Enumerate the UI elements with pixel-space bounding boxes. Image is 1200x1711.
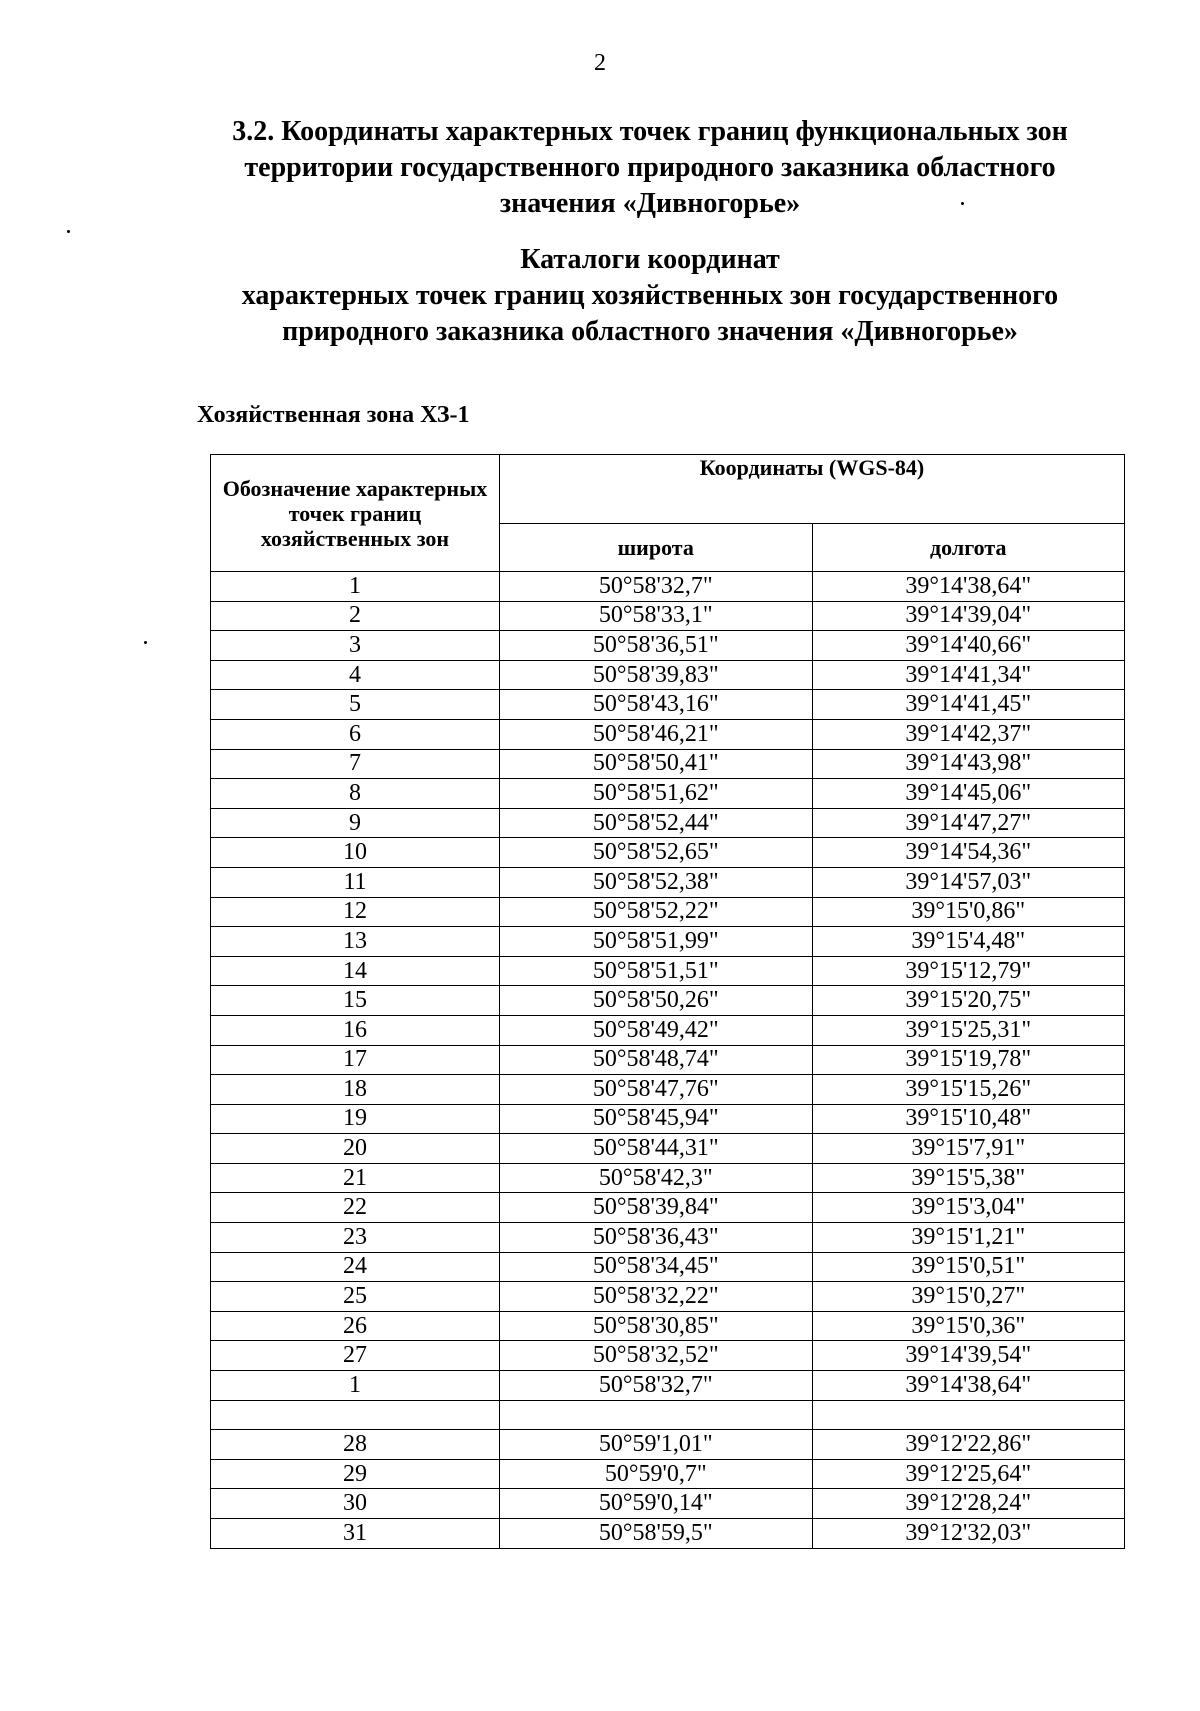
cell-longitude: 39°15'20,75" xyxy=(812,986,1125,1016)
cell-latitude: 50°58'45,94" xyxy=(500,1104,813,1134)
cell-longitude xyxy=(812,1400,1125,1430)
catalog-heading-line: характерных точек границ хозяйственных зон государственного xyxy=(241,280,1059,311)
cell-point: 23 xyxy=(211,1223,500,1253)
coordinates-table xyxy=(210,454,1125,1549)
cell-latitude: 50°58'50,26" xyxy=(500,986,813,1016)
table-row xyxy=(211,779,1125,809)
cell-latitude: 50°58'42,3" xyxy=(500,1163,813,1193)
header-coordinates: Координаты (WGS-84) xyxy=(500,455,1125,524)
cell-point: 12 xyxy=(211,897,500,927)
cell-latitude: 50°58'51,51" xyxy=(500,956,813,986)
cell-longitude: 39°14'45,06" xyxy=(812,779,1125,809)
cell-point: 17 xyxy=(211,1045,500,1075)
cell-longitude: 39°14'40,66" xyxy=(812,631,1125,661)
table-row xyxy=(211,1311,1125,1341)
cell-longitude: 39°15'3,04" xyxy=(812,1193,1125,1223)
cell-longitude: 39°15'7,91" xyxy=(812,1134,1125,1164)
cell-longitude: 39°14'42,37" xyxy=(812,719,1125,749)
cell-point: 6 xyxy=(211,719,500,749)
cell-point: 22 xyxy=(211,1193,500,1223)
cell-point: 11 xyxy=(211,867,500,897)
zone-title: Хозяйственная зона ХЗ-1 xyxy=(197,402,470,428)
cell-point: 31 xyxy=(211,1519,500,1549)
catalog-heading-line: Каталоги координат xyxy=(520,244,780,275)
cell-longitude: 39°14'43,98" xyxy=(812,749,1125,779)
cell-longitude: 39°12'32,03" xyxy=(812,1519,1125,1549)
cell-point: 30 xyxy=(211,1489,500,1519)
cell-point: 29 xyxy=(211,1459,500,1489)
table-row xyxy=(211,749,1125,779)
table-row xyxy=(211,1252,1125,1282)
cell-point: 3 xyxy=(211,631,500,661)
table-row xyxy=(211,660,1125,690)
table-row xyxy=(211,808,1125,838)
cell-longitude: 39°12'28,24" xyxy=(812,1489,1125,1519)
cell-latitude: 50°59'1,01" xyxy=(500,1430,813,1460)
cell-point: 5 xyxy=(211,690,500,720)
table-row xyxy=(211,1341,1125,1371)
cell-point: 1 xyxy=(211,572,500,602)
cell-latitude: 50°58'34,45" xyxy=(500,1252,813,1282)
table-row xyxy=(211,927,1125,957)
table-row xyxy=(211,838,1125,868)
cell-point: 26 xyxy=(211,1311,500,1341)
cell-point: 16 xyxy=(211,1015,500,1045)
table-row xyxy=(211,1223,1125,1253)
cell-latitude: 50°58'52,38" xyxy=(500,867,813,897)
cell-latitude: 50°58'30,85" xyxy=(500,1311,813,1341)
cell-longitude: 39°15'25,31" xyxy=(812,1015,1125,1045)
cell-point: 15 xyxy=(211,986,500,1016)
cell-longitude: 39°14'54,36" xyxy=(812,838,1125,868)
cell-longitude: 39°15'19,78" xyxy=(812,1045,1125,1075)
table-row xyxy=(211,897,1125,927)
table-row xyxy=(211,956,1125,986)
table-row xyxy=(211,1430,1125,1460)
table-row xyxy=(211,1015,1125,1045)
cell-latitude: 50°58'49,42" xyxy=(500,1015,813,1045)
cell-longitude: 39°14'38,64" xyxy=(812,572,1125,602)
header-longitude: долгота xyxy=(812,523,1125,571)
table-row xyxy=(211,1459,1125,1489)
table-row xyxy=(211,1519,1125,1549)
cell-point: 20 xyxy=(211,1134,500,1164)
cell-latitude: 50°58'59,5" xyxy=(500,1519,813,1549)
table-row xyxy=(211,1134,1125,1164)
cell-longitude: 39°15'0,51" xyxy=(812,1252,1125,1282)
cell-longitude: 39°14'47,27" xyxy=(812,808,1125,838)
cell-longitude: 39°15'5,38" xyxy=(812,1163,1125,1193)
cell-point: 18 xyxy=(211,1075,500,1105)
cell-longitude: 39°15'0,36" xyxy=(812,1311,1125,1341)
cell-latitude: 50°58'46,21" xyxy=(500,719,813,749)
cell-longitude: 39°14'41,45" xyxy=(812,690,1125,720)
cell-longitude: 39°14'39,04" xyxy=(812,601,1125,631)
cell-longitude: 39°15'15,26" xyxy=(812,1075,1125,1105)
cell-longitude: 39°14'57,03" xyxy=(812,867,1125,897)
cell-latitude: 50°59'0,14" xyxy=(500,1489,813,1519)
cell-latitude: 50°58'36,51" xyxy=(500,631,813,661)
section-heading xyxy=(200,114,1100,222)
cell-latitude: 50°58'32,7" xyxy=(500,1371,813,1401)
table-row xyxy=(211,1400,1125,1430)
cell-latitude: 50°58'33,1" xyxy=(500,601,813,631)
section-heading-line: территории государственного природного заказника областного xyxy=(244,152,1056,183)
cell-latitude: 50°58'47,76" xyxy=(500,1075,813,1105)
table-row xyxy=(211,572,1125,602)
cell-point: 7 xyxy=(211,749,500,779)
cell-latitude: 50°58'32,52" xyxy=(500,1341,813,1371)
section-heading-line: значения «Дивногорье» xyxy=(499,188,801,219)
cell-latitude xyxy=(500,1400,813,1430)
cell-point xyxy=(211,1400,500,1430)
cell-longitude: 39°15'0,86" xyxy=(812,897,1125,927)
table-row xyxy=(211,986,1125,1016)
cell-latitude: 50°58'50,41" xyxy=(500,749,813,779)
page-number: 2 xyxy=(594,50,606,76)
header-designation: Обозначение характерных точек границ хозяйственных зон xyxy=(211,455,500,572)
cell-longitude: 39°15'4,48" xyxy=(812,927,1125,957)
scan-speck xyxy=(67,230,70,233)
cell-latitude: 50°58'32,22" xyxy=(500,1282,813,1312)
cell-latitude: 50°58'39,84" xyxy=(500,1193,813,1223)
cell-longitude: 39°15'10,48" xyxy=(812,1104,1125,1134)
cell-point: 27 xyxy=(211,1341,500,1371)
cell-point: 21 xyxy=(211,1163,500,1193)
table-row xyxy=(211,1371,1125,1401)
cell-point: 10 xyxy=(211,838,500,868)
cell-latitude: 50°58'51,99" xyxy=(500,927,813,957)
cell-longitude: 39°14'39,54" xyxy=(812,1341,1125,1371)
cell-latitude: 50°59'0,7" xyxy=(500,1459,813,1489)
cell-point: 28 xyxy=(211,1430,500,1460)
table-row xyxy=(211,690,1125,720)
cell-point: 9 xyxy=(211,808,500,838)
catalog-heading-line: природного заказника областного значения «Дивногорье» xyxy=(282,316,1018,347)
cell-longitude: 39°12'22,86" xyxy=(812,1430,1125,1460)
cell-latitude: 50°58'52,22" xyxy=(500,897,813,927)
cell-longitude: 39°14'41,34" xyxy=(812,660,1125,690)
cell-latitude: 50°58'44,31" xyxy=(500,1134,813,1164)
cell-point: 8 xyxy=(211,779,500,809)
cell-point: 14 xyxy=(211,956,500,986)
cell-latitude: 50°58'36,43" xyxy=(500,1223,813,1253)
cell-point: 4 xyxy=(211,660,500,690)
table-row xyxy=(211,1075,1125,1105)
cell-point: 2 xyxy=(211,601,500,631)
cell-point: 24 xyxy=(211,1252,500,1282)
table-row xyxy=(211,1045,1125,1075)
cell-point: 1 xyxy=(211,1371,500,1401)
table-row xyxy=(211,867,1125,897)
header-latitude: широта xyxy=(500,523,813,571)
cell-point: 13 xyxy=(211,927,500,957)
cell-latitude: 50°58'48,74" xyxy=(500,1045,813,1075)
cell-longitude: 39°12'25,64" xyxy=(812,1459,1125,1489)
scan-speck xyxy=(144,641,147,644)
table-body xyxy=(211,572,1125,1549)
cell-longitude: 39°15'1,21" xyxy=(812,1223,1125,1253)
cell-latitude: 50°58'52,65" xyxy=(500,838,813,868)
cell-latitude: 50°58'32,7" xyxy=(500,572,813,602)
cell-longitude: 39°15'12,79" xyxy=(812,956,1125,986)
table-row xyxy=(211,1163,1125,1193)
table-row xyxy=(211,1104,1125,1134)
cell-point: 25 xyxy=(211,1282,500,1312)
section-heading-line: 3.2. Координаты характерных точек границ функциональных зон xyxy=(232,116,1068,147)
cell-point: 19 xyxy=(211,1104,500,1134)
table-row xyxy=(211,719,1125,749)
cell-latitude: 50°58'39,83" xyxy=(500,660,813,690)
catalog-heading xyxy=(200,242,1100,350)
cell-longitude: 39°14'38,64" xyxy=(812,1371,1125,1401)
cell-latitude: 50°58'52,44" xyxy=(500,808,813,838)
table-row xyxy=(211,1282,1125,1312)
table-row xyxy=(211,1489,1125,1519)
table-row xyxy=(211,1193,1125,1223)
table-row xyxy=(211,631,1125,661)
scan-speck xyxy=(961,202,964,205)
cell-longitude: 39°15'0,27" xyxy=(812,1282,1125,1312)
cell-latitude: 50°58'43,16" xyxy=(500,690,813,720)
cell-latitude: 50°58'51,62" xyxy=(500,779,813,809)
table-row xyxy=(211,601,1125,631)
